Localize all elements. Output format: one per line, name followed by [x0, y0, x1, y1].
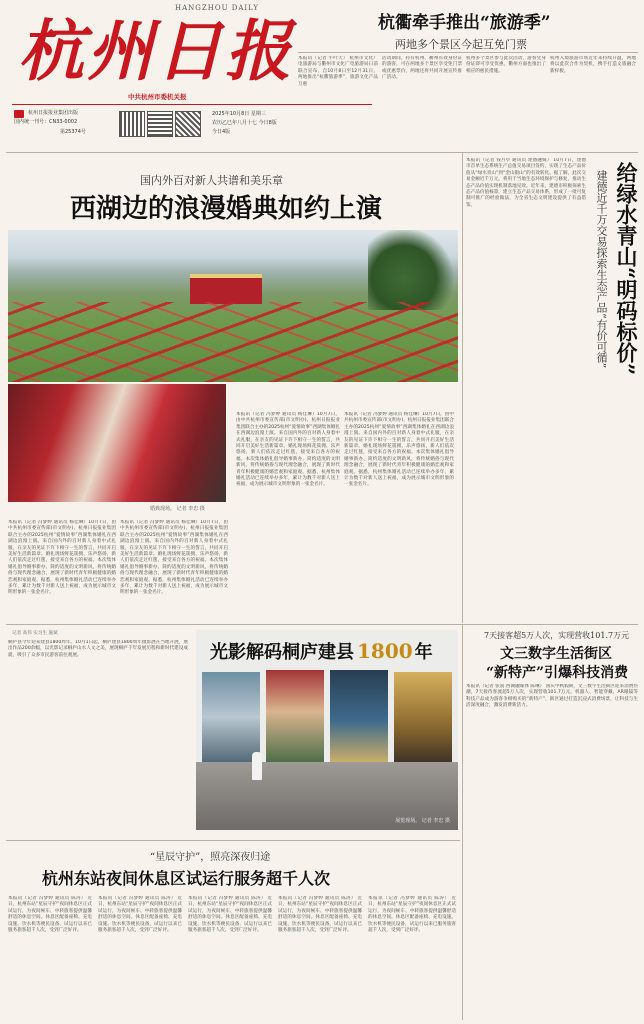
gallery-panel	[330, 670, 388, 762]
tonglu-year-suffix: 年	[414, 642, 433, 663]
lead-body-column: 本报讯（记者 冯梦婷 通讯员 杨佳琳）10月7日，由中共杭州市委宣传部(市文明办)、杭州日报报业集团联合主办的2025杭州“爱情故事”西湖集体婚礼在西湖边浪漫上演。来自国内外的百对新人身着中式礼服，在亲友的见证下许下相守一生的誓言，共同开启美好生活新篇章。婚礼现场鲜花簇拥、乐声悠扬，新人们依次走过红毯，接受来自各方的祝福。本次集体婚礼倡导婚事新办、简约适度的文明新风，将传统婚俗与现代理念融合，展现了新时代青年积极健康的婚恋观和家庭观。据悉，杭州集体婚礼活动已连续举办多年，累计为数千对新人送上祝福，成为展示城市文明形象的一张金名片。	[236, 412, 340, 488]
couple-inset-photo	[8, 384, 226, 502]
visitor-figure	[252, 752, 262, 780]
qr-code-icon	[148, 112, 172, 136]
photo-credit: 婚典现场。 记者 李忠 摄	[150, 506, 205, 512]
lead-headline[interactable]: 西湖边的浪漫婚典如约上演	[70, 194, 383, 224]
issue-number: 第25374号	[60, 129, 86, 135]
publisher-group: 杭州日报报业集团出版	[28, 110, 79, 116]
lunar-date-line: 农历乙巳年八月十七 今日8版	[212, 120, 277, 126]
gallery-panel	[394, 672, 452, 762]
tonglu-photo-credit: 展览现场。 记者 李忠 摄	[395, 818, 450, 824]
lead-body-column: 本报讯（记者 冯梦婷 通讯员 杨佳琳）10月7日，由中共杭州市委宣传部(市文明办)、杭州日报报业集团联合主办的2025杭州“爱情故事”西湖集体婚礼在西湖边浪漫上演。来自国内外的百对新人身着中式礼服，在亲友的见证下许下相守一生的誓言，共同开启美好生活新篇章。婚礼现场鲜花簇拥、乐声悠扬，新人们依次走过红毯，接受来自各方的祝福。本次集体婚礼倡导婚事新办、简约适度的文明新风，将传统婚俗与现代理念融合，展现了新时代青年积极健康的婚恋观和家庭观。据悉，杭州集体婚礼活动已连续举办多年，累计为数千对新人送上祝福，成为展示城市文明形象的一张金名片。	[8, 520, 116, 596]
logo-icon	[14, 110, 24, 118]
tonglu-headline[interactable]: 光影解码桐庐建县	[210, 642, 354, 663]
top-story-rule	[298, 52, 638, 53]
lead-body-column: 本报讯（记者 冯梦婷 通讯员 杨佳琳）10月7日，由中共杭州市委宣传部(市文明办)、杭州日报报业集团联合主办的2025杭州“爱情故事”西湖集体婚礼在西湖边浪漫上演。来自国内外的百对新人身着中式礼服，在亲友的见证下许下相守一生的誓言，共同开启美好生活新篇章。婚礼现场鲜花簇拥、乐声悠扬，新人们依次走过红毯，接受来自各方的祝福。本次集体婚礼倡导婚事新办、简约适度的文明新风，将传统婚俗与现代理念融合，展现了新时代青年积极健康的婚恋观和家庭观。据悉，杭州集体婚礼活动已连续举办多年，累计为数千对新人送上祝福，成为展示城市文明形象的一张金名片。	[344, 412, 454, 488]
ceremony-stage	[190, 274, 262, 304]
masthead-pinyin: HANGZHOU DAILY	[175, 4, 259, 12]
bottom-body-column: 本报讯（记者 冯梦婷 通讯员 陈涛） 近日，杭州东站“星辰守护”夜间休息区正式试运行，为夜间候车、中转旅客提供温馨舒适的休息空间。休息区配备座椅、充电设施、饮水机等便民设备，试运行以来已服务旅客超千人次，受到广泛好评。	[8, 896, 92, 934]
right-story-byline: 本报讯（记者 钱月亭 通讯员 建德融媒） 10月7日，建德市首单生态系统生产总值交易项目签约，实现了生态产品价值从“绿水青山”到“金山银山”的有效转化。据了解，此次交易金额近千万元，将用于当地生态环境保护与修复，推动生态产品价值实现机制落地见效。近年来，建德市积极探索生态产品价值核算，建立生态产品交易体系，形成了一批可复制可推广的经验做法，为全省生态文明建设提供了有益借鉴。	[466, 158, 586, 208]
second-story-byline: 记者 高伟 实习生 施斌	[12, 631, 58, 636]
section-divider	[6, 152, 638, 153]
qr-code-icon	[176, 112, 200, 136]
bottom-body-column: 本报讯（记者 冯梦婷 通讯员 陈涛） 近日，杭州东站“星辰守护”夜间休息区正式试运行，为夜间候车、中转旅客提供温馨舒适的休息空间。休息区配备座椅、充电设施、饮水机等便民设备，试运行以来已服务旅客超千人次，受到广泛好评。	[98, 896, 182, 934]
bottom-body-column: 本报讯（记者 冯梦婷 通讯员 陈涛） 近日，杭州东站“星辰守护”夜间休息区正式试运行，为夜间候车、中转旅客提供温馨舒适的休息空间。休息区配备座椅、充电设施、饮水机等便民设备，试运行以来已服务旅客超千人次，受到广泛好评。	[188, 896, 272, 934]
section-divider	[6, 840, 460, 841]
right-bottom-body: 本报讯（记者 张骁 西湖融媒体 陈琳） 国庆中秋假期，文三数字生活街区迎来消费热潮，7天接待客流超5万人次，实现营收101.7万元。机器人、智能穿戴、AR眼镜等科技产品成为游客争相购买的“新特产”，街区通过打造沉浸式消费场景，让科技与生活深度融合，激发消费新活力。	[466, 684, 638, 709]
pages-line: 今日4版	[212, 129, 231, 135]
guest-rows	[8, 302, 458, 382]
lead-body-column: 本报讯（记者 冯梦婷 通讯员 杨佳琳）10月7日，由中共杭州市委宣传部(市文明办)、杭州日报报业集团联合主办的2025杭州“爱情故事”西湖集体婚礼在西湖边浪漫上演。来自国内外的百对新人身着中式礼服，在亲友的见证下许下相守一生的誓言，共同开启美好生活新篇章。婚礼现场鲜花簇拥、乐声悠扬，新人们依次走过红毯，接受来自各方的祝福。本次集体婚礼倡导婚事新办、简约适度的文明新风，将传统婚俗与现代理念融合，展现了新时代青年积极健康的婚恋观和家庭观。据悉，杭州集体婚礼活动已连续举办多年，累计为数千对新人送上祝福，成为展示城市文明形象的一张金名片。	[120, 520, 228, 596]
tree-cluster	[368, 230, 458, 310]
tonglu-year: 1800	[357, 639, 413, 663]
column-divider	[462, 625, 463, 1020]
section-divider	[6, 624, 638, 625]
info-block	[14, 110, 104, 140]
cn-number: 国内统一刊号：CN33-0002	[14, 119, 78, 125]
bottom-headline[interactable]: 杭州东站夜间休息区试运行服务超千人次	[42, 869, 331, 888]
top-story-column: 本报讯（记者 牛叶天） 杭州市文化广电旅游局与衢州市文化广电旅游局日前联合宣布，自10月8日至12月31日，两地推出“杭衢旅游季”，旅游文化产品互惠	[298, 56, 378, 87]
right-bottom-headline-1[interactable]: 文三数字生活街区	[500, 646, 612, 662]
tonglu-feature-box	[196, 630, 458, 830]
tonglu-headline-row	[210, 638, 433, 664]
second-story-body: 桐庐县今年迎来建县1800周年。10月1日起，桐庐建县1800周年摄影展在当地开展，展出作品200余幅，以光影记录桐庐山水人文之美，展现桐庐千年发展历程和新时代建设成就，吸引了众多市民游客前往观展。	[8, 640, 188, 658]
right-story-subhead: 建德近千万交易探索生态产品“有价可循”	[595, 170, 608, 369]
gallery-panel	[202, 672, 260, 762]
masthead-subtitle: 中共杭州市委机关报	[128, 93, 187, 101]
gallery-panel	[266, 670, 324, 762]
qr-code-icon	[120, 112, 144, 136]
top-story-headline[interactable]: 杭衢牵手推出“旅游季”	[378, 13, 551, 33]
right-story-headline[interactable]: 给绿水青山“明码标价”	[614, 162, 639, 376]
bottom-kicker: “星辰守护”，照亮深夜归途	[150, 852, 271, 863]
wedding-hero-photo	[8, 230, 458, 382]
column-divider	[462, 153, 463, 623]
top-story-subhead: 两地多个景区今起互免门票	[395, 38, 527, 51]
date-line: 2025年10月8日 星期三	[212, 111, 266, 117]
bottom-body-column: 本报讯（记者 冯梦婷 通讯员 陈涛） 近日，杭州东站“星辰守护”夜间休息区正式试运行，为夜间候车、中转旅客提供温馨舒适的休息空间。休息区配备座椅、充电设施、饮水机等便民设备，试运行以来已服务旅客超千人次，受到广泛好评。	[368, 896, 456, 934]
right-bottom-kicker: 7天接客超5万人次，实现营收101.7万元	[484, 631, 630, 640]
bottom-body-column: 本报讯（记者 冯梦婷 通讯员 陈涛） 近日，杭州东站“星辰守护”夜间休息区正式试运行，为夜间候车、中转旅客提供温馨舒适的休息空间。休息区配备座椅、充电设施、饮水机等便民设备，试运行以来已服务旅客超千人次，受到广泛好评。	[278, 896, 362, 934]
top-story-column: 杭州入境旅游市场近年来持续升温，两地将以此次合作为契机，携手打造文旅融合新样板。	[550, 56, 636, 74]
top-story-column: 杭州多个景区参与此次活动，游客凭身份证即可享受优惠，衢州方面也推出了相应的惠民措施。	[466, 56, 546, 74]
top-story-column: 活动期间，持有杭州、衢州有效身份证的游客，可在两地多个景区享受免门票或优惠票价，两地还将共同开展宣传推广活动。	[382, 56, 462, 81]
masthead-title: 杭州日报	[18, 12, 294, 90]
lead-kicker: 国内外百对新人共谱和美乐章	[140, 174, 283, 187]
right-bottom-headline-2[interactable]: “新特产”引爆科技消费	[486, 665, 629, 681]
